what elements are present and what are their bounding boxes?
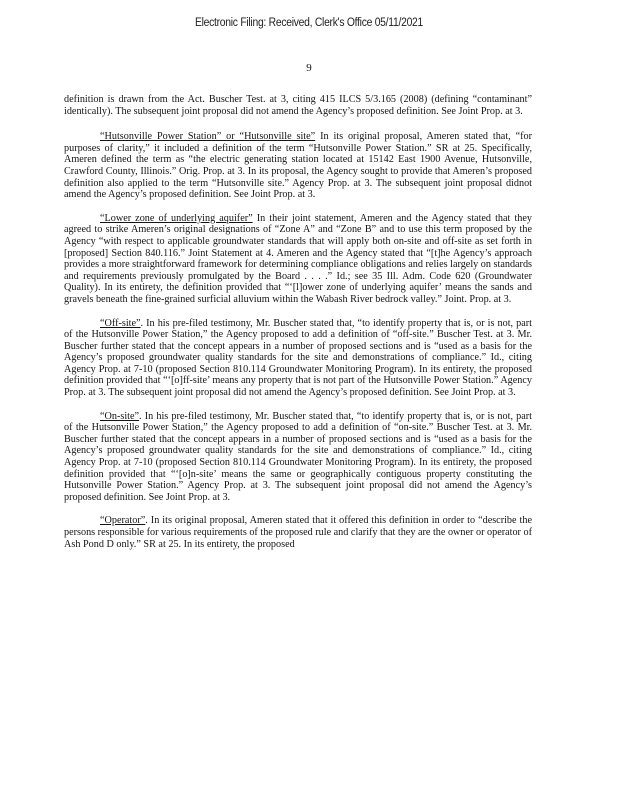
paragraph-text: In their joint statement, Ameren and the Agency stated that they agreed to strike Ameren’s original designations of “Zone A” and “Zone B” and to use this term proposed by the Agency “with respect to applicable groundwater standards that will apply both on-site and off-site as set forth in [proposed] Section 840.116.” Joint Statement at 4. Ameren and the Agency stated that “[t]he Agency’s approach provides a more straightforward framework for determining compliance obligations and relies largely on standards and requirements previously promulgated by the Board . . . .” Id.; see 35 Ill. Adm. Code 620 (Groundwater Quality). In its entirety, the definition provided that “‘[l]ower zone of underlying aquifer’ means the sands and gravels beneath the fine-grained surficial alluvium within the Wabash River bedrock valley.” Joint. Prop. at 3. (64, 212, 533, 305)
defined-term: “Operator” (100, 515, 146, 527)
paragraph-operator (64, 515, 532, 550)
paragraph-text: . In its original proposal, Ameren stated that it offered this definition in order to “describe the persons responsible for various requirements of the proposed rule and clarify that they are the owner or operator of Ash Pond D only.” SR at 25. In its entirety, the proposed (64, 515, 532, 550)
paragraph-on-site (64, 411, 532, 504)
paragraph-off-site (64, 318, 532, 399)
paragraph-text: definition is drawn from the Act. Buscher Test. at 3, citing 415 ILCS 5/3.165 (2008) (defining “contaminant” identically). The subsequent joint proposal did not amend the Agency’s proposed definition. See Joint Prop. at 3. (64, 94, 532, 117)
defined-term: “On-site” (100, 410, 140, 422)
paragraph-text: . In his pre-filed testimony, Mr. Buscher stated that, “to identify property that is, or is not, part of the Hutsonville Power Station,” the Agency proposed to add a definition of “on-site.” Buscher Test. at 3. Mr. Buscher further stated that the concept appears in a number of proposed sections and is “used as a basis for the Agency’s proposed groundwater quality standards for the site and demonstrations of compliance.” Id., citing Agency Prop. at 7-10 (proposed Section 810.114 Groundwater Monitoring Program). In its entirety, the proposed definition provided that “‘[o]n-site’ means the same or geographically contiguous property constituting the Hutsonville Power Station.” Agency Prop. at 3. The subsequent joint proposal did not amend the Agency’s proposed definition. See Joint Prop. at 3. (64, 410, 532, 503)
filing-stamp: Electronic Filing: Received, Clerk's Office 05/11/2021 (194, 17, 424, 29)
defined-term: “Hutsonville Power Station” or “Hutsonville site” (100, 131, 316, 143)
defined-term: “Lower zone of underlying aquifer” (100, 212, 253, 224)
page-number: 9 (306, 62, 312, 74)
paragraph-hutsonville-power-station (64, 131, 532, 201)
paragraph-contaminant-continued (64, 94, 532, 117)
paragraph-text: . In his pre-filed testimony, Mr. Buscher stated that, “to identify property that is, or is not, part of the Hutsonville Power Station,” the Agency proposed to add a definition of “off-site.” Buscher Test. at 3. Mr. Buscher further stated that the concept appears in a number of proposed sections and is “used as a basis for the Agency’s proposed groundwater quality standards for the site and demonstrations of compliance.” Id., citing Agency Prop. at 7-10 (proposed Section 810.114 Groundwater Monitoring Program). In its entirety, the proposed definition provided that “‘[o]ff-site’ means any property that is not part of the Hutsonville Power Station.” Agency Prop. at 3. The subsequent joint proposal did not amend the Agency’s proposed definition. See Joint Prop. at 3. (64, 317, 532, 399)
paragraph-text: In its original proposal, Ameren stated that, “for purposes of clarity,” it included a definition of the term “Hutsonville Power Station.” SR at 25. Specifically, Ameren defined the term as “the electric generating station located at 15142 East 1900 Avenue, Hutsonville, Crawford County, Illinois.” Orig. Prop. at 3. In its proposal, the Agency sought to provide that Ameren’s proposed definition also applied to the term “Hutsonville site.” Agency Prop. at 3. The subsequent joint proposal didnot amend the Agency’s proposed definition. See Joint Prop. at 3. (64, 131, 532, 201)
defined-term: “Off-site” (100, 317, 141, 329)
paragraph-lower-zone-aquifer (64, 213, 532, 306)
document-body (64, 94, 532, 562)
